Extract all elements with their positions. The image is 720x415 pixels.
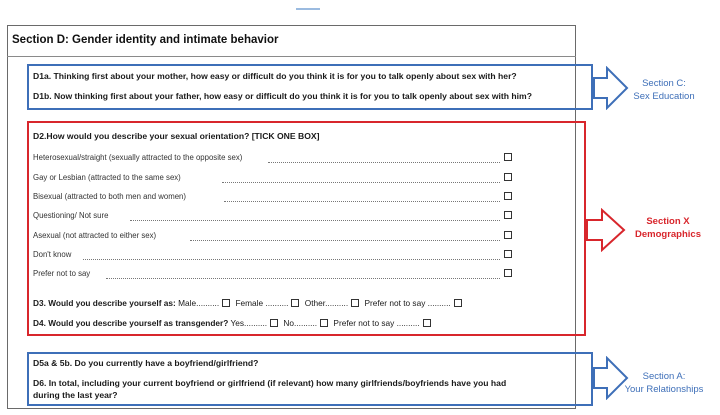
d4-option-prefer-not: Prefer not to say — [333, 318, 395, 328]
question-d4-label: D4. Would you describe yourself as transgender? — [33, 318, 229, 328]
dot-leader — [222, 182, 500, 183]
callout-section-c-line1: Section C: — [642, 78, 686, 89]
callout-section-a — [612, 370, 716, 396]
checkbox-no[interactable] — [320, 319, 328, 327]
d3-option-other: Other — [304, 298, 326, 308]
dot-leader — [224, 201, 500, 202]
checkbox-gay-lesbian[interactable] — [504, 173, 512, 181]
dot-leader — [190, 240, 500, 241]
option-prefer-not-to-say: Prefer not to say — [33, 269, 91, 278]
d3-option-male: Male — [178, 298, 197, 308]
dot-leader — [130, 220, 500, 221]
question-d6-line2: during the last year? — [33, 390, 118, 400]
dot-leader — [83, 259, 500, 260]
dot-leader — [268, 162, 500, 163]
checkbox-other[interactable] — [351, 299, 359, 307]
callout-section-a-line2: Your Relationships — [624, 384, 704, 395]
question-d1a: D1a. Thinking first about your mother, how easy or difficult do you think it is for you to talk openly about sex with her? — [33, 71, 517, 81]
checkbox-prefer-not-to-say[interactable] — [504, 269, 512, 277]
checkbox-d4-prefer-not[interactable] — [423, 319, 431, 327]
question-d2: D2.How would you describe your sexual orientation? [TICK ONE BOX] — [33, 131, 320, 141]
question-d3: D3. Would you describe yourself as: Male.......... Female .......... Other.......... Prefer not to say .......... — [33, 298, 465, 308]
question-d4: D4. Would you describe yourself as transgender? Yes.......... No.......... Prefer not to say .......... — [33, 318, 434, 328]
checkbox-female[interactable] — [291, 299, 299, 307]
question-d1b: D1b. Now thinking first about your father, how easy or difficult do you think it is for you to talk openly about sex with him? — [33, 91, 532, 101]
callout-section-x — [618, 215, 718, 241]
checkbox-asexual[interactable] — [504, 231, 512, 239]
d4-option-no: No — [283, 318, 295, 328]
checkbox-heterosexual[interactable] — [504, 153, 512, 161]
option-gay-lesbian: Gay or Lesbian (attracted to the same sex) — [33, 173, 181, 182]
option-heterosexual: Heterosexual/straight (sexually attracted to the opposite sex) — [33, 153, 243, 162]
callout-section-x-line1: Section X — [646, 216, 690, 227]
option-bisexual: Bisexual (attracted to both men and women) — [33, 192, 186, 201]
question-d3-label: D3. Would you describe yourself as: — [33, 298, 176, 308]
top-decoration-line — [296, 8, 320, 10]
checkbox-male[interactable] — [222, 299, 230, 307]
question-d5: D5a & 5b. Do you currently have a boyfriend/girlfriend? — [33, 358, 259, 368]
d3-option-prefer-not: Prefer not to say — [364, 298, 426, 308]
checkbox-questioning[interactable] — [504, 211, 512, 219]
checkbox-d3-prefer-not[interactable] — [454, 299, 462, 307]
checkbox-dont-know[interactable] — [504, 250, 512, 258]
callout-section-c — [614, 77, 714, 103]
d3-option-female: Female — [235, 298, 264, 308]
callout-section-a-line1: Section A: — [642, 371, 686, 382]
checkbox-yes[interactable] — [270, 319, 278, 327]
option-asexual: Asexual (not attracted to either sex) — [33, 231, 157, 240]
checkbox-bisexual[interactable] — [504, 192, 512, 200]
option-questioning: Questioning/ Not sure — [33, 211, 109, 220]
option-dont-know: Don't know — [33, 250, 72, 259]
callout-section-c-line2: Sex Education — [633, 91, 695, 102]
callout-section-x-line2: Demographics — [635, 229, 701, 240]
d4-option-yes: Yes — [230, 318, 245, 328]
dot-leader — [106, 278, 500, 279]
section-title: Section D: Gender identity and intimate behavior — [12, 34, 279, 46]
title-divider — [7, 56, 576, 57]
question-d6-line1: D6. In total, including your current boyfriend or girlfriend (if relevant) how many girlfriends/boyfriends have you had — [33, 378, 507, 388]
